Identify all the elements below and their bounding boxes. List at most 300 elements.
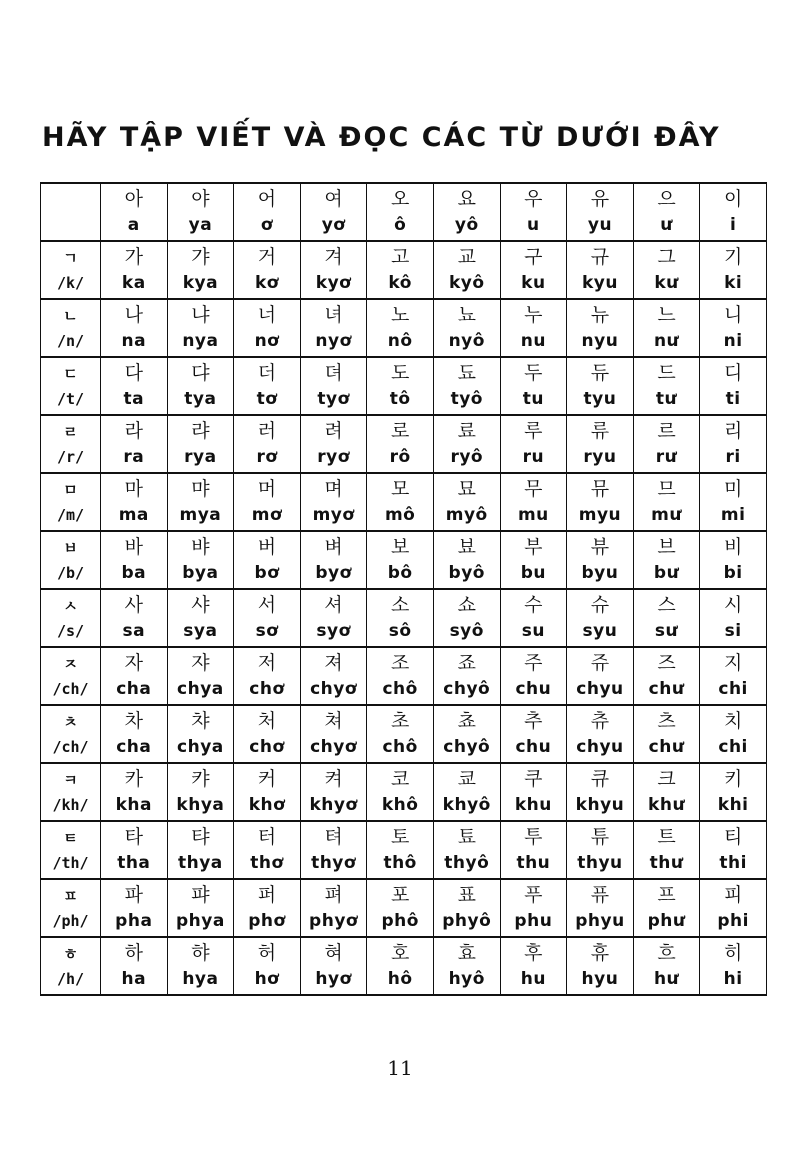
syllable-cell [433,763,500,790]
syllable-korean: 쵸 [457,710,476,732]
syllable-cell [300,705,367,732]
syllable-korean: 튜 [590,826,610,848]
syllable-roman: tyu [583,389,617,409]
syllable-korean: 겨 [324,246,343,268]
syllable-roman-cell [167,906,234,937]
consonant-jamo: ㅅ [63,597,78,615]
syllable-roman: phi [717,911,749,931]
syllable-roman-cell [101,384,168,415]
syllable-roman-cell [300,616,367,647]
syllable-cell [167,879,234,906]
syllable-roman-cell [300,500,367,531]
syllable-roman-cell [633,906,700,937]
syllable-roman-cell [300,442,367,473]
consonant-sound-cell [41,616,101,647]
vowel-cell [367,183,434,210]
syllable-korean: 노 [390,304,410,326]
syllable-roman: khu [514,795,552,815]
syllable-cell [167,473,234,500]
syllable-row-korean [41,357,767,384]
syllable-roman: ka [121,273,146,293]
syllable-roman-cell [433,558,500,589]
syllable-cell [633,937,700,964]
syllable-roman: bya [182,563,219,583]
syllable-roman-cell [234,848,301,879]
syllable-korean: 마 [124,478,143,500]
syllable-roman: chya [177,679,224,699]
corner-cell [41,210,101,241]
syllable-korean: 시 [723,594,743,616]
syllable-korean: 효 [457,942,476,964]
syllable-korean: 즈 [657,652,676,674]
syllable-roman: hư [653,969,680,989]
syllable-row-roman [41,558,767,589]
syllable-korean: 퓨 [590,884,610,906]
consonant-sound-cell [41,790,101,821]
syllable-cell [567,531,634,558]
consonant-sound: /m/ [56,506,85,524]
syllable-roman: ryô [450,447,484,467]
syllable-roman: cha [116,737,152,757]
corner-cell [41,183,101,210]
syllable-roman-cell [101,326,168,357]
syllable-row-korean [41,821,767,848]
syllable-roman-cell [567,674,634,705]
syllable-cell [567,937,634,964]
syllable-roman-cell [633,268,700,299]
syllable-roman-cell [367,442,434,473]
syllable-roman-cell [167,790,234,821]
syllable-roman: nyơ [315,331,352,351]
syllable-korean: 차 [124,710,143,732]
syllable-roman: thi [719,853,747,873]
syllable-cell [367,705,434,732]
consonant-cell [41,241,101,268]
syllable-row-roman [41,790,767,821]
syllable-cell [567,357,634,384]
syllable-roman-cell [633,500,700,531]
syllable-roman-cell [700,790,767,821]
syllable-korean: 저 [257,652,277,674]
consonant-cell [41,879,101,906]
syllable-korean: 초 [390,710,410,732]
syllable-roman: nyô [448,331,485,351]
syllable-cell [567,415,634,442]
syllable-row-roman [41,384,767,415]
syllable-cell [300,531,367,558]
syllable-roman-cell [567,964,634,995]
syllable-roman-cell [633,442,700,473]
syllable-roman: phya [175,911,225,931]
syllable-cell [633,821,700,848]
syllable-cell [101,763,168,790]
syllable-cell [300,415,367,442]
syllable-cell [633,473,700,500]
syllable-korean: 더 [257,362,277,384]
page-title: HÃY TẬP VIẾT VÀ ĐỌC CÁC TỪ DƯỚI ĐÂY [42,122,721,153]
syllable-roman-cell [500,674,567,705]
syllable-roman-cell [433,848,500,879]
syllable-cell [700,241,767,268]
syllable-roman-cell [700,384,767,415]
syllable-cell [367,647,434,674]
syllable-roman: thơ [250,853,284,873]
syllable-roman: nyu [581,331,619,351]
syllable-row-korean [41,241,767,268]
syllable-cell [234,473,301,500]
syllable-roman-cell [300,790,367,821]
syllable-roman: nô [387,331,413,351]
syllable-roman-cell [101,964,168,995]
syllable-roman: bơ [254,563,280,583]
syllable-roman: chyô [443,679,491,699]
syllable-korean: 드 [657,362,676,384]
consonant-sound-cell [41,326,101,357]
syllable-cell [234,821,301,848]
syllable-roman-cell [101,500,168,531]
syllable-cell [567,821,634,848]
consonant-sound-cell [41,732,101,763]
syllable-cell [500,647,567,674]
syllable-row-korean [41,473,767,500]
syllable-cell [500,705,567,732]
syllable-roman: chi [718,737,748,757]
syllable-korean: 뇨 [457,304,476,326]
syllable-roman-cell [433,326,500,357]
syllable-roman-cell [700,268,767,299]
syllable-roman: chyô [443,737,491,757]
consonant-cell [41,937,101,964]
consonant-sound: /t/ [56,390,85,408]
syllable-roman: ryơ [317,447,350,467]
syllable-cell [167,415,234,442]
syllable-roman-cell [167,442,234,473]
syllable-roman-cell [700,442,767,473]
syllable-roman-cell [567,442,634,473]
syllable-cell [167,531,234,558]
syllable-korean: 혀 [324,942,343,964]
syllable-cell [567,473,634,500]
syllable-korean: 려 [324,420,343,442]
syllable-roman-cell [433,442,500,473]
syllable-roman: sya [183,621,218,641]
syllable-cell [300,241,367,268]
syllable-cell [167,763,234,790]
syllable-table [40,182,767,996]
syllable-roman-cell [633,674,700,705]
consonant-jamo: ㅂ [63,539,78,557]
syllable-roman-cell [167,558,234,589]
syllable-roman: khyơ [309,795,358,815]
syllable-korean: 느 [657,304,676,326]
consonant-sound-cell [41,848,101,879]
consonant-jamo: ㅊ [63,713,78,731]
syllable-korean: 챠 [191,710,210,732]
syllable-korean: 펴 [324,884,343,906]
consonant-cell [41,763,101,790]
syllable-korean: 기 [723,246,743,268]
syllable-roman-cell [433,616,500,647]
syllable-roman: cha [116,679,152,699]
syllable-roman: mư [651,505,682,525]
syllable-roman: thyu [577,853,623,873]
syllable-roman-cell [167,732,234,763]
syllable-roman: chyơ [310,679,358,699]
syllable-roman-cell [367,558,434,589]
syllable-cell [700,937,767,964]
syllable-cell [367,531,434,558]
syllable-korean: 묘 [457,478,476,500]
syllable-roman-cell [167,384,234,415]
syllable-roman: hô [387,969,413,989]
syllable-korean: 햐 [191,942,210,964]
syllable-roman-cell [567,558,634,589]
syllable-roman: bi [723,563,743,583]
syllable-roman-cell [101,848,168,879]
syllable-korean: 니 [723,304,743,326]
syllable-roman-cell [567,326,634,357]
syllable-cell [300,473,367,500]
syllable-cell [433,357,500,384]
syllable-roman-cell [433,674,500,705]
syllable-roman: chô [382,737,418,757]
syllable-roman-cell [700,558,767,589]
consonant-sound-cell [41,384,101,415]
syllable-roman: rơ [256,447,278,467]
syllable-korean: 죠 [457,652,476,674]
syllable-cell [101,937,168,964]
syllable-korean: 료 [457,420,476,442]
syllable-roman-cell [234,790,301,821]
syllable-roman-cell [300,906,367,937]
consonant-jamo: ㄹ [63,423,78,441]
syllable-cell [101,415,168,442]
consonant-sound-cell [41,906,101,937]
syllable-korean: 커 [257,768,277,790]
syllable-roman-cell [167,500,234,531]
syllable-roman: nu [520,331,546,351]
syllable-roman: sư [654,621,679,641]
syllable-roman-cell [433,790,500,821]
syllable-roman-cell [367,326,434,357]
syllable-korean: 퍄 [191,884,210,906]
syllable-roman: mô [384,505,416,525]
syllable-korean: 서 [257,594,277,616]
syllable-korean: 류 [590,420,610,442]
syllable-korean: 슈 [590,594,610,616]
syllable-roman: nư [653,331,680,351]
syllable-cell [700,531,767,558]
syllable-roman-cell [234,964,301,995]
syllable-korean: 허 [257,942,277,964]
syllable-cell [167,647,234,674]
vowel-roman-cell [101,210,168,241]
syllable-cell [433,705,500,732]
syllable-roman-cell [101,442,168,473]
syllable-cell [101,705,168,732]
syllable-roman: hya [182,969,219,989]
syllable-cell [433,473,500,500]
vowel-roman-cell [167,210,234,241]
syllable-cell [167,241,234,268]
syllable-roman: byô [448,563,485,583]
syllable-roman: sơ [255,621,279,641]
syllable-cell [433,937,500,964]
syllable-cell [633,589,700,616]
syllable-korean: 토 [390,826,410,848]
vowel-korean: 오 [390,188,410,210]
consonant-sound-cell [41,964,101,995]
syllable-korean: 댜 [191,362,210,384]
syllable-cell [234,763,301,790]
syllable-korean: 냐 [191,304,210,326]
syllable-roman: tya [184,389,217,409]
syllable-korean: 쥬 [590,652,610,674]
syllable-cell [167,299,234,326]
syllable-korean: 쇼 [457,594,476,616]
syllable-roman: phu [514,911,553,931]
syllable-cell [700,763,767,790]
syllable-row-korean [41,589,767,616]
syllable-korean: 부 [524,536,543,558]
syllable-cell [567,763,634,790]
syllable-roman-cell [567,616,634,647]
syllable-korean: 져 [324,652,343,674]
syllable-roman: mya [179,505,222,525]
syllable-cell [700,357,767,384]
syllable-korean: 벼 [324,536,343,558]
syllable-cell [167,357,234,384]
syllable-roman: ri [725,447,741,467]
syllable-cell [433,647,500,674]
syllable-cell [367,473,434,500]
syllable-roman-cell [300,964,367,995]
syllable-cell [367,357,434,384]
syllable-roman-cell [433,964,500,995]
syllable-cell [167,705,234,732]
syllable-roman-cell [500,268,567,299]
syllable-korean: 툐 [457,826,476,848]
syllable-roman: bu [520,563,546,583]
syllable-korean: 수 [524,594,543,616]
syllable-cell [234,357,301,384]
syllable-roman: syu [582,621,618,641]
syllable-roman: hi [723,969,743,989]
syllable-roman: tư [655,389,678,409]
syllable-row-roman [41,616,767,647]
syllable-cell [700,473,767,500]
syllable-korean: 머 [257,478,277,500]
syllable-korean: 먀 [191,478,210,500]
syllable-roman-cell [101,732,168,763]
page-number: 11 [387,1056,413,1080]
syllable-row-korean [41,299,767,326]
syllable-cell [234,299,301,326]
syllable-roman: chư [648,679,685,699]
syllable-roman-cell [300,558,367,589]
syllable-row-roman [41,326,767,357]
syllable-korean: 쿄 [457,768,476,790]
syllable-cell [500,589,567,616]
vowel-cell [433,183,500,210]
consonant-jamo: ㄷ [63,365,78,383]
syllable-row-roman [41,500,767,531]
vowel-korean: 야 [191,188,210,210]
syllable-korean: 츄 [590,710,610,732]
syllable-cell [633,531,700,558]
syllable-cell [700,415,767,442]
syllable-roman-cell [433,384,500,415]
syllable-roman-cell [234,384,301,415]
syllable-korean: 뷰 [590,536,610,558]
syllable-korean: 거 [257,246,277,268]
vowel-korean: 요 [457,188,476,210]
syllable-cell [500,357,567,384]
vowel-korean: 이 [723,188,743,210]
syllable-roman: chơ [249,737,285,757]
syllable-korean: 트 [657,826,676,848]
syllable-roman-cell [633,384,700,415]
syllable-roman-cell [167,674,234,705]
syllable-korean: 포 [390,884,410,906]
syllable-roman: hyô [448,969,485,989]
syllable-roman-cell [167,326,234,357]
syllable-roman-cell [300,384,367,415]
syllable-cell [367,415,434,442]
syllable-roman-cell [500,326,567,357]
syllable-korean: 버 [257,536,277,558]
syllable-korean: 가 [124,246,143,268]
syllable-roman-cell [234,500,301,531]
syllable-roman-cell [567,384,634,415]
syllable-korean: 뮤 [590,478,610,500]
syllable-korean: 쳐 [324,710,343,732]
consonant-cell [41,821,101,848]
syllable-roman: sô [388,621,412,641]
consonant-cell [41,531,101,558]
syllable-roman: myô [445,505,488,525]
syllable-roman: su [521,621,545,641]
syllable-korean: 투 [524,826,543,848]
syllable-cell [500,299,567,326]
syllable-cell [300,879,367,906]
syllable-roman-cell [700,848,767,879]
syllable-roman: rư [655,447,678,467]
syllable-roman: tơ [256,389,278,409]
consonant-sound: /kh/ [52,796,89,814]
syllable-roman-cell [433,268,500,299]
syllable-roman: tyơ [317,389,350,409]
syllable-korean: 리 [723,420,743,442]
syllable-roman: chơ [249,679,285,699]
syllable-cell [567,879,634,906]
syllable-roman-cell [700,906,767,937]
vowel-roman-cell [567,210,634,241]
syllable-korean: 뎌 [324,362,343,384]
header-row-roman [41,210,767,241]
syllable-korean: 히 [723,942,743,964]
syllable-roman-cell [101,268,168,299]
syllable-roman-cell [567,790,634,821]
syllable-roman-cell [500,616,567,647]
syllable-cell [367,299,434,326]
syllable-korean: 주 [524,652,543,674]
consonant-jamo: ㅎ [63,945,78,963]
syllable-roman-cell [367,732,434,763]
syllable-cell [167,821,234,848]
syllable-roman: ma [118,505,149,525]
syllable-roman: pha [115,911,153,931]
